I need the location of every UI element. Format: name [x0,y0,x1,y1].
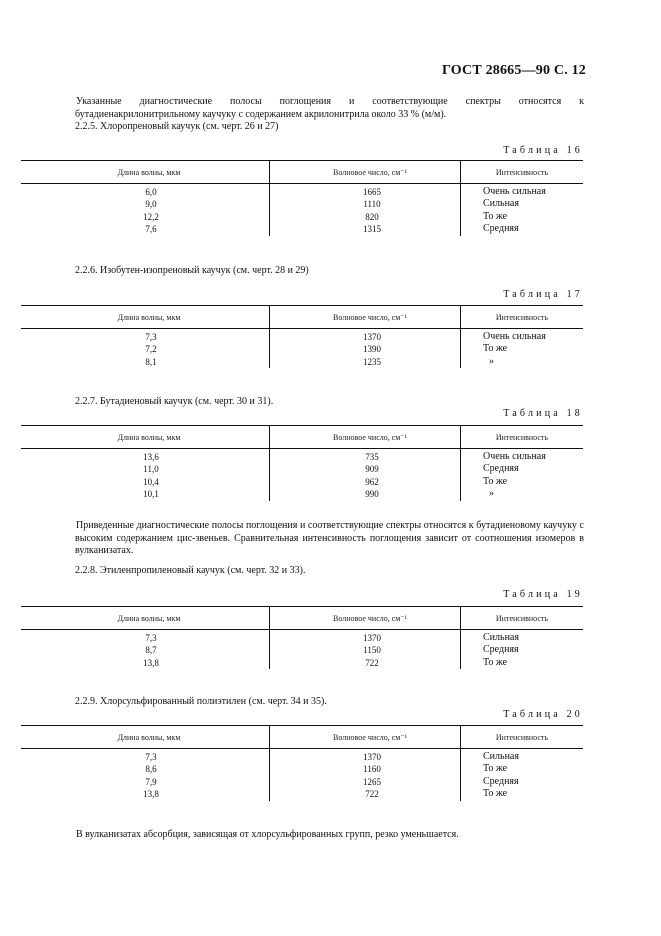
paragraph-nitrile-note: Указанные диагностические полосы поглощения и соответствующие спектры относятся к бутадиенакрилонитрильному каучуку с содержанием акрилонитрила около 33 % (м/м). [75,96,584,120]
table-row [21,657,583,669]
cell-wavelength: 7,3 [145,633,157,643]
table-row [21,184,583,199]
column-header-wavenumber: Волновое число, см⁻¹ [270,726,461,749]
table-row [21,630,583,645]
table-19-label: Таблица 19 [503,589,583,600]
table-row [21,763,583,775]
table-row [21,356,583,368]
table-20 [21,725,583,801]
cell-wavenumber: 909 [270,463,461,475]
table-row [21,211,583,223]
table-row [21,476,583,488]
cell-intensity: Средняя [461,223,584,235]
table-17-label: Таблица 17 [503,289,583,300]
cell-wavenumber: 1235 [270,356,461,368]
cell-wavelength: 8,1 [145,356,157,367]
cell-wavenumber: 1160 [270,763,461,775]
cell-intensity: То же [461,211,584,223]
cell-wavenumber: 722 [270,788,461,800]
column-header-wavelength: Длина волны, мкм [21,426,270,449]
table-row [21,329,583,344]
cell-wavenumber: 1390 [270,343,461,355]
column-header-wavenumber: Волновое число, см⁻¹ [270,161,461,184]
cell-intensity: Средняя [461,644,584,656]
cell-wavenumber: 962 [270,476,461,488]
cell-wavenumber: 722 [270,657,461,669]
section-2-2-8-heading: 2.2.8. Этиленпропиленовый каучук (см. черт. 32 и 33). [75,565,306,576]
cell-wavenumber: 1150 [270,644,461,656]
column-header-wavenumber: Волновое число, см⁻¹ [270,426,461,449]
column-header-wavelength: Длина волны, мкм [21,161,270,184]
table-header-row [21,607,583,630]
cell-wavelength: 9,0 [145,199,157,210]
cell-wavelength: 13,8 [143,789,159,800]
column-header-intensity: Интенсивность [461,161,584,184]
section-2-2-7-heading: 2.2.7. Бутадиеновый каучук (см. черт. 30 и 31). [75,396,274,407]
cell-wavelength: 7,2 [145,344,157,355]
page-header: ГОСТ 28665—90 С. 12 [442,63,586,78]
table-row [21,788,583,800]
section-2-2-5-heading: 2.2.5. Хлоропреновый каучук (см. черт. 26 и 27) [75,121,279,132]
cell-wavelength: 10,1 [143,489,159,500]
table-row [21,223,583,235]
cell-intensity: Сильная [461,749,584,764]
paragraph-butadiene-note: Приведенные диагностические полосы поглощения и соответствующие спектры относятся к бутадиеновому каучуку с высоким содержанием цис-звеньев. Сравнительная интенсивность поглощения зависит от соотношения изомеров в вулканизатах. [75,520,584,556]
table-18-label: Таблица 18 [503,408,583,419]
table-row [21,343,583,355]
cell-wavenumber: 820 [270,211,461,223]
paragraph-vulcanizate-note: В вулканизатах абсорбция, зависящая от хлорсульфированных групп, резко уменьшается. [76,829,459,840]
cell-intensity: Очень сильная [461,329,584,344]
cell-intensity: Сильная [461,630,584,645]
cell-intensity: Средняя [461,463,584,475]
cell-wavenumber: 1265 [270,776,461,788]
table-row [21,449,583,464]
cell-intensity: Сильная [461,198,584,210]
cell-intensity: То же [461,476,584,488]
table-row [21,463,583,475]
cell-wavelength: 12,2 [143,211,159,222]
cell-wavelength: 13,6 [143,452,159,462]
cell-wavelength: 6,0 [145,187,157,197]
cell-wavenumber: 1370 [270,630,461,645]
cell-wavelength: 7,3 [145,752,157,762]
cell-intensity: То же [461,343,584,355]
cell-intensity: » [461,488,584,500]
cell-intensity: » [461,356,584,368]
column-header-wavenumber: Волновое число, см⁻¹ [270,607,461,630]
column-header-intensity: Интенсивность [461,426,584,449]
table-16-label: Таблица 16 [503,145,583,156]
table-row [21,776,583,788]
cell-wavenumber: 1110 [270,198,461,210]
table-row [21,749,583,764]
table-18 [21,425,583,501]
cell-wavelength: 8,7 [145,645,157,656]
table-19 [21,606,583,669]
section-2-2-9-heading: 2.2.9. Хлорсульфированный полиэтилен (см. черт. 34 и 35). [75,696,327,707]
cell-wavelength: 7,3 [145,332,157,342]
table-header-row [21,161,583,184]
table-header-row [21,726,583,749]
cell-wavelength: 10,4 [143,476,159,487]
cell-intensity: То же [461,657,584,669]
cell-intensity: Очень сильная [461,449,584,464]
table-20-label: Таблица 20 [503,709,583,720]
column-header-intensity: Интенсивность [461,607,584,630]
table-row [21,488,583,500]
cell-wavenumber: 1370 [270,329,461,344]
column-header-wavenumber: Волновое число, см⁻¹ [270,306,461,329]
table-header-row [21,426,583,449]
cell-intensity: То же [461,788,584,800]
table-header-row [21,306,583,329]
cell-wavenumber: 735 [270,449,461,464]
cell-intensity: Очень сильная [461,184,584,199]
cell-wavenumber: 990 [270,488,461,500]
column-header-intensity: Интенсивность [461,726,584,749]
cell-intensity: Средняя [461,776,584,788]
column-header-wavelength: Длина волны, мкм [21,726,270,749]
table-row [21,198,583,210]
section-2-2-6-heading: 2.2.6. Изобутен-изопреновый каучук (см. черт. 28 и 29) [75,265,309,276]
cell-wavenumber: 1370 [270,749,461,764]
table-17 [21,305,583,368]
table-row [21,644,583,656]
column-header-wavelength: Длина волны, мкм [21,607,270,630]
cell-wavelength: 7,6 [145,224,157,235]
cell-wavelength: 8,6 [145,764,157,775]
cell-wavelength: 13,8 [143,657,159,668]
cell-wavelength: 7,9 [145,776,157,787]
table-16 [21,160,583,236]
column-header-intensity: Интенсивность [461,306,584,329]
cell-wavenumber: 1665 [270,184,461,199]
cell-wavelength: 11,0 [143,464,159,475]
cell-wavenumber: 1315 [270,223,461,235]
column-header-wavelength: Длина волны, мкм [21,306,270,329]
cell-intensity: То же [461,763,584,775]
